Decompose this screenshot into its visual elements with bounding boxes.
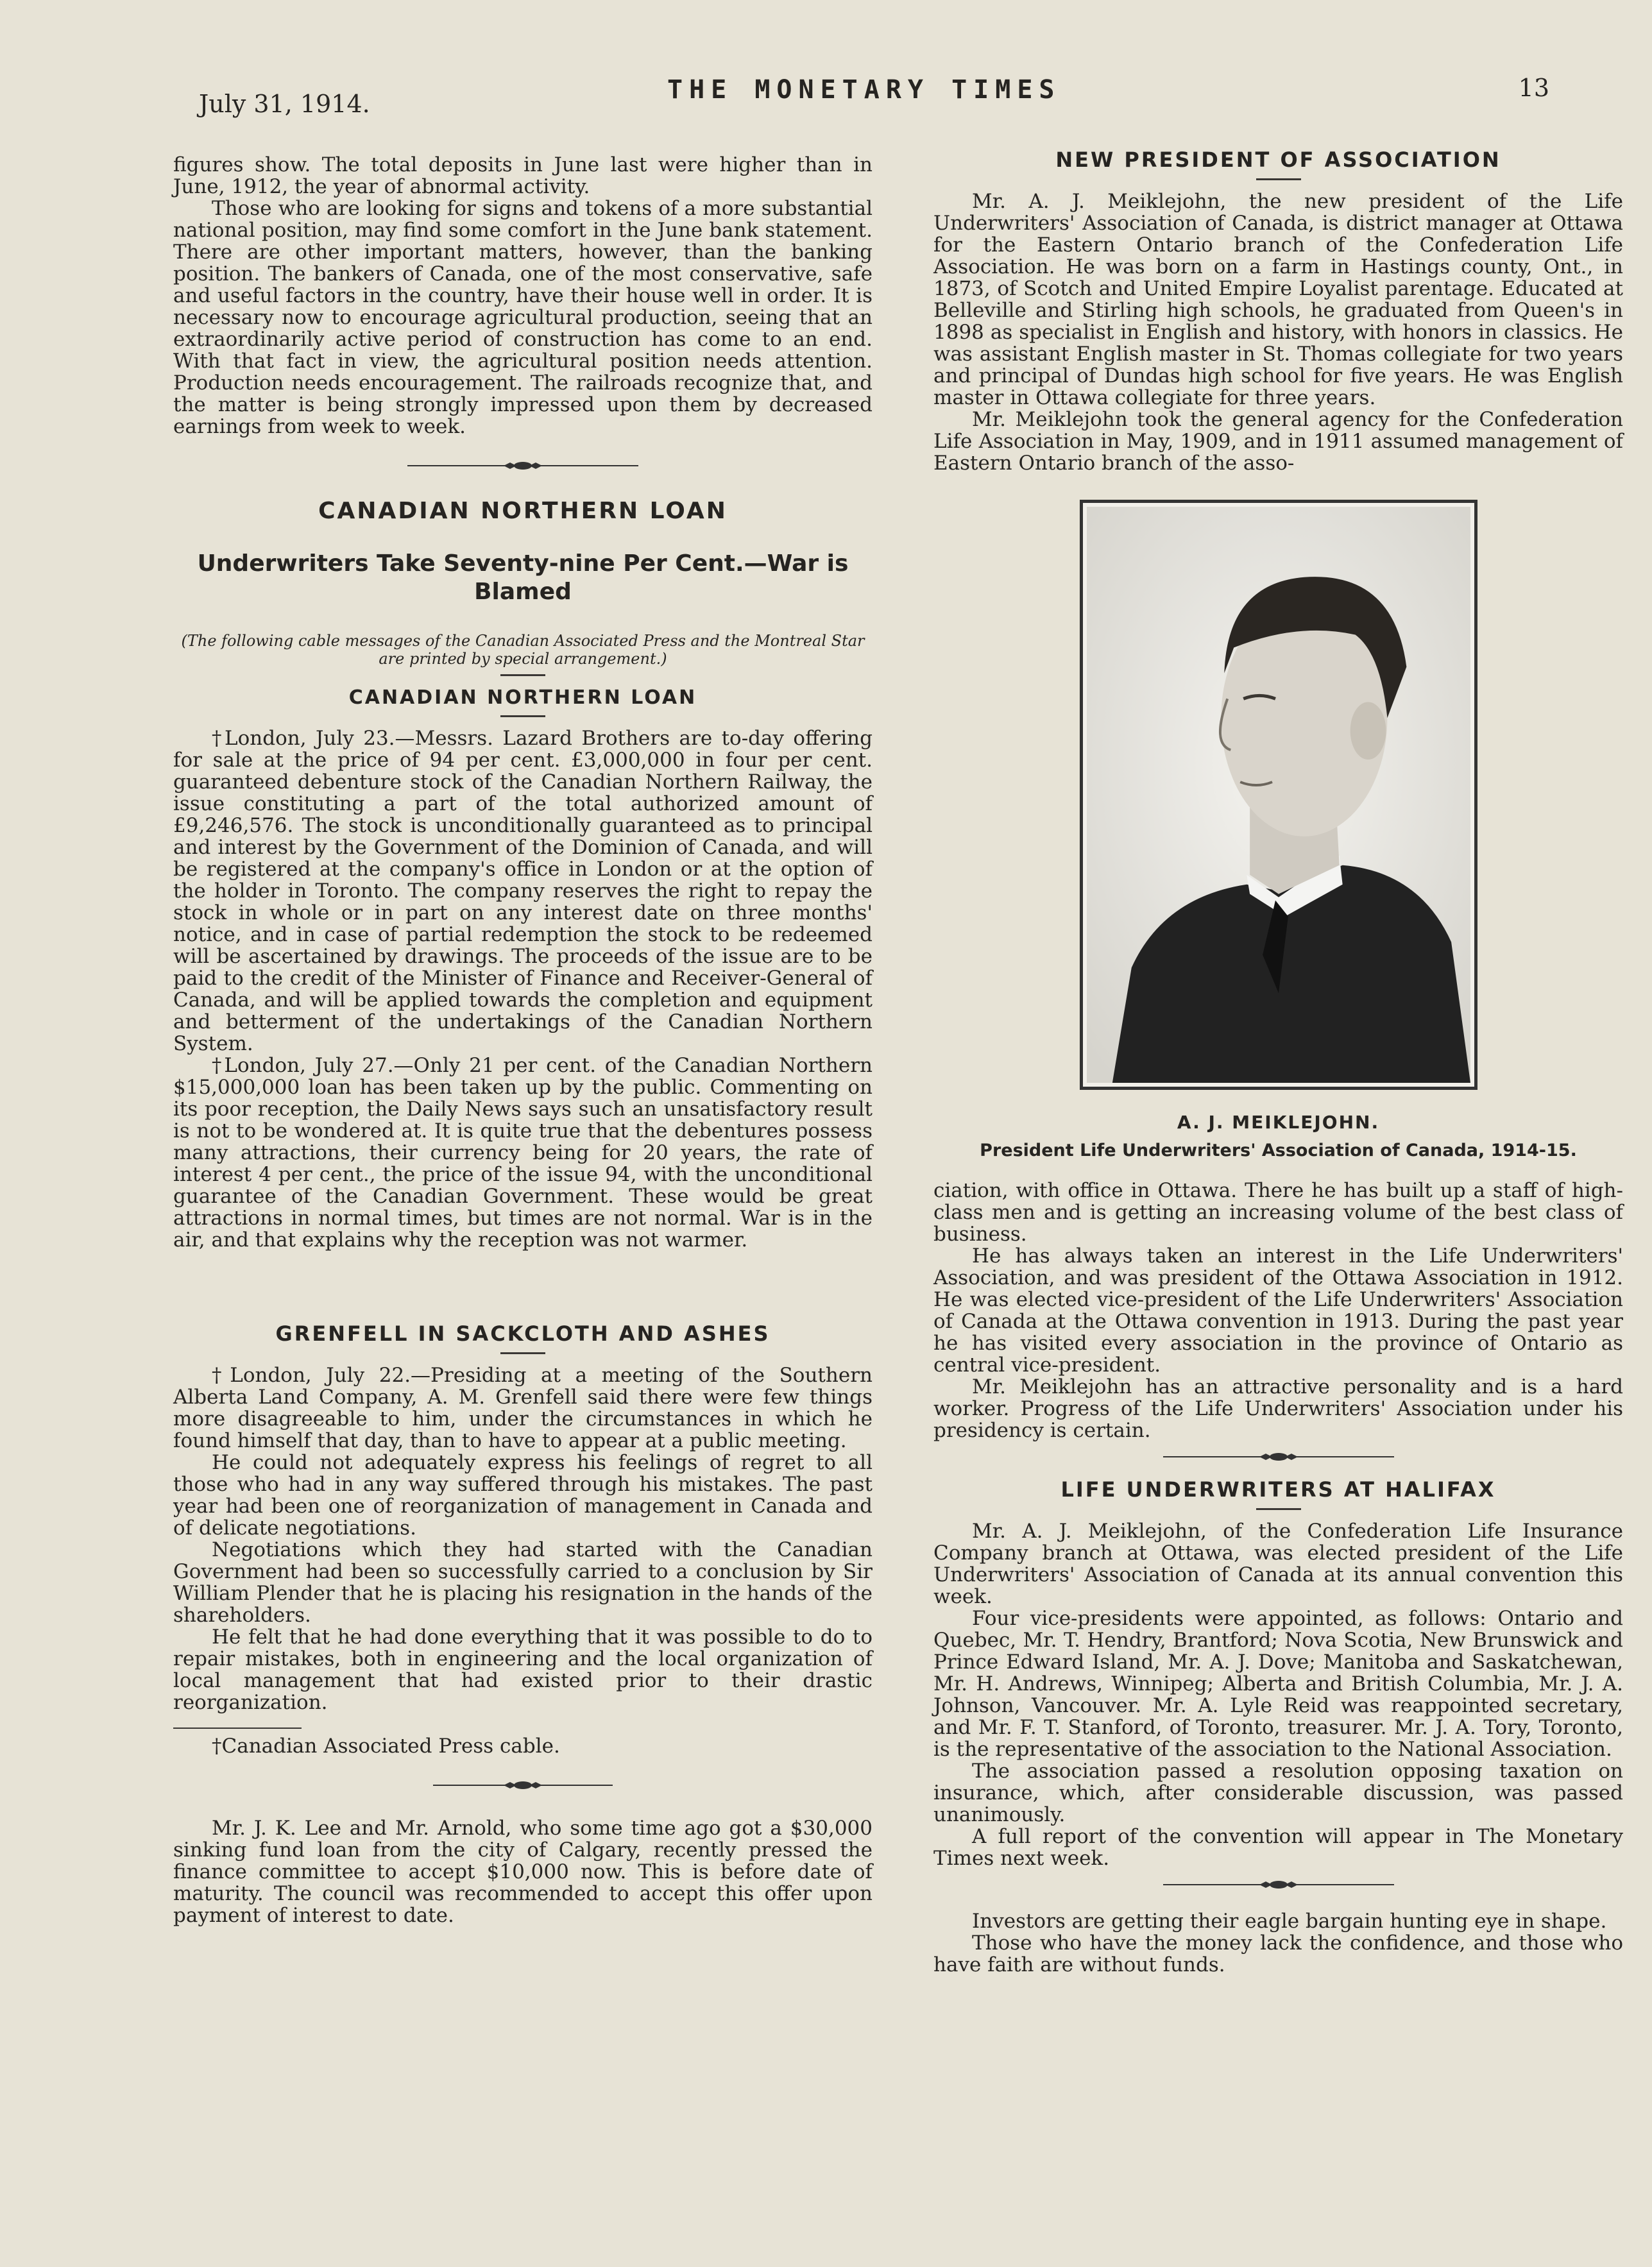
article-paragraph: Mr. Meiklejohn took the general agency for the Confederation Life Association in May, 1909, and in 1911 assumed management of Eastern Ontario branch of the asso- [933,408,1623,475]
article-subheading: Underwriters Take Seventy-nine Per Cent.—War is Blamed [197,550,849,605]
filler-paragraph: Investors are getting their eagle bargain hunting eye in shape. [972,1910,1607,1933]
intro-paragraph: figures show. The total deposits in June last were higher than in June, 1912, the year of abnormal activity. [173,153,873,198]
article-paragraph: Mr. Meiklejohn has an attractive personality and is a hard worker. Progress of the Life Underwriters' Association under his presidency is certain. [933,1375,1623,1442]
article-paragraph: He felt that he had done everything that it was possible to do to repair mistakes, both in engineering and the local organization of local management that had existed prior to their drastic reorganization. [173,1626,873,1714]
article-paragraph: Mr. A. J. Meiklejohn, the new president of the Life Underwriters' Association of Canada, is district manager at Ottawa for the Eastern Ontario branch of the Confederation Life Association. He was born on a farm in Hastings county, Ont., in 1873, of Scotch and United Empire Loyalist parentage. Educated at Belleville and Stirling high schools, he graduated from Queen's in 1898 as specialist in English and history, with honors in classics. He was assistant English master in St. Thomas collegiate for two years and principal of Dundas high school for five years. He was English master in Ottawa collegiate for three years. [933,190,1623,409]
article-paragraph: Mr. A. J. Meiklejohn, of the Confederation Life Insurance Company branch at Ottawa, was elected president of the Life Underwriters' Association of Canada at its annual convention this week. [933,1520,1623,1608]
article-heading: GRENFELL IN SACKCLOTH AND ASHES [275,1321,771,1346]
ornament-divider [433,1779,613,1792]
ornament-divider [407,459,638,472]
page-header [192,67,1575,119]
photo-caption-name: A. J. MEIKLEJOHN. [1177,1112,1380,1133]
footnote-rule [173,1728,302,1729]
article-heading: NEW PRESIDENT OF ASSOCIATION [1055,148,1501,172]
article-paragraph: The association passed a resolution opposing taxation on insurance, which, after considerable discussion, was passed unanimously. [933,1760,1623,1826]
filler-paragraph: Those who have the money lack the confidence, and those who have faith are without funds. [933,1932,1623,1976]
editor-note: (The following cable messages of the Canadian Associated Press and the Montreal Star are printed by special arrangement.) [181,632,865,668]
ornament-divider [1163,1878,1394,1891]
portrait-photo [1080,500,1477,1090]
article-paragraph: Negotiations which they had started with the Canadian Government had been so successfully carried to a conclusion by Sir William Plender that he is placing his resignation in the hands of the shareholders. [173,1538,873,1627]
rule-divider [1256,178,1301,180]
right-column [933,148,1623,1976]
article-paragraph: Four vice-presidents were appointed, as follows: Ontario and Quebec, Mr. T. Hendry, Brantford; Nova Scotia, New Brunswick and Prince Edward Island, Mr. A. J. Dove; Manitoba and Saskatchewan, Mr. H. Andrews, Winnipeg; Alberta and British Columbia, Mr. J. A. Johnson, Vancouver. Mr. A. Lyle Reid was reappointed secretary, and Mr. F. T. Stanford, of Toronto, treasurer. Mr. J. A. Tory, Toronto, is the representative of the association to the National Association. [933,1607,1623,1761]
ornament-divider [1163,1450,1394,1463]
article-paragraph: †London, July 23.—Messrs. Lazard Brothers are to-day offering for sale at the price of 94 per cent. £3,000,000 in four per cent. guaranteed debenture stock of the Canadian Northern Railway, the issue constituting a part of the total authorized amount of £9,246,576. The stock is unconditionally guaranteed as to principal and interest by the Government of the Dominion of Canada, and will be registered at the company's office in London or at the option of the holder in Toronto. The company reserves the right to repay the stock in whole or in part on any interest date on three months' notice, and in case of partial redemption the stock to be redeemed will be ascertained by drawings. The proceeds of the issue are to be paid to the credit of the Minister of Finance and Receiver-General of Canada, and will be applied towards the completion and equipment and betterment of the undertakings of the Canadian Northern System. [173,727,873,1055]
article-paragraph: Mr. J. K. Lee and Mr. Arnold, who some time ago got a $30,000 sinking fund loan from the city of Calgary, recently pressed the finance committee to accept $10,000 now. This is before date of maturity. The council was recommended to accept this offer upon payment of interest to date. [173,1817,873,1927]
article-heading: CANADIAN NORTHERN LOAN [318,498,728,524]
footnote: †Canadian Associated Press cable. [212,1735,560,1758]
rule-divider [500,1352,545,1354]
article-paragraph: He could not adequately express his feelings of regret to all those who had in any way suffered through his mistakes. The past year had been one of reorganization of management in Canada and of delicate negotiations. [173,1451,873,1540]
article-paragraph: He has always taken an interest in the Life Underwriters' Association, and was president of the Ottawa Association in 1912. He was elected vice-president of the Life Underwriters' Association of Canada at the Ottawa convention in 1913. During the past year he has visited every association in the province of Ontario as central vice-president. [933,1244,1623,1377]
article-paragraph: †London, July 27.—Only 21 per cent. of the Canadian Northern $15,000,000 loan has been taken up by the public. Commenting on its poor reception, the Daily News says such an unsatisfactory result is not to be wondered at. It is quite true that the debentures possess many attractions, their currency being for 20 years, the rate of interest 4 per cent., the price of the issue 94, with the unconditional guarantee of the Canadian Government. These would be great attractions in normal times, but times are not normal. War is in the air, and that explains why the reception was not warmer. [173,1054,873,1252]
left-column [173,154,873,1926]
rule-divider [500,674,545,676]
article-paragraph: †London, July 22.—Presiding at a meeting of the Southern Alberta Land Company, A. M. Grenfell said there were few things more disagreeable to him, under the circumstances in which he found himself that day, than to have to appear at a public meeting. [173,1364,873,1452]
section-subhead: CANADIAN NORTHERN LOAN [348,686,697,709]
issue-date: July 31, 1914. [199,90,370,118]
article-paragraph: A full report of the convention will appear in The Monetary Times next week. [933,1825,1623,1870]
publication-title: THE MONETARY TIMES [667,75,1061,105]
rule-divider [1256,1508,1301,1510]
article-paragraph: ciation, with office in Ottawa. There he has built up a staff of high-class men and is getting an increasing volume of the best class of business. [933,1179,1623,1246]
page-number: 13 [1518,74,1549,102]
article-heading: LIFE UNDERWRITERS AT HALIFAX [1060,1477,1496,1502]
intro-paragraph: Those who are looking for signs and tokens of a more substantial national position, may find some comfort in the June bank statement. There are other important matters, however, than the banking position. The bankers of Canada, one of the most conservative, safe and useful factors in the country, have their house well in order. It is necessary now to encourage agricultural production, seeing that an extraordinarily active period of construction has come to an end. With that fact in view, the agricultural position needs attention. Production needs encouragement. The railroads recognize that, and the matter is being strongly impressed upon them by decreased earnings from week to week. [173,197,873,438]
rule-divider [500,715,545,717]
photo-caption-title: President Life Underwriters' Association of Canada, 1914-15. [980,1141,1577,1160]
portrait-image [1087,507,1470,1083]
